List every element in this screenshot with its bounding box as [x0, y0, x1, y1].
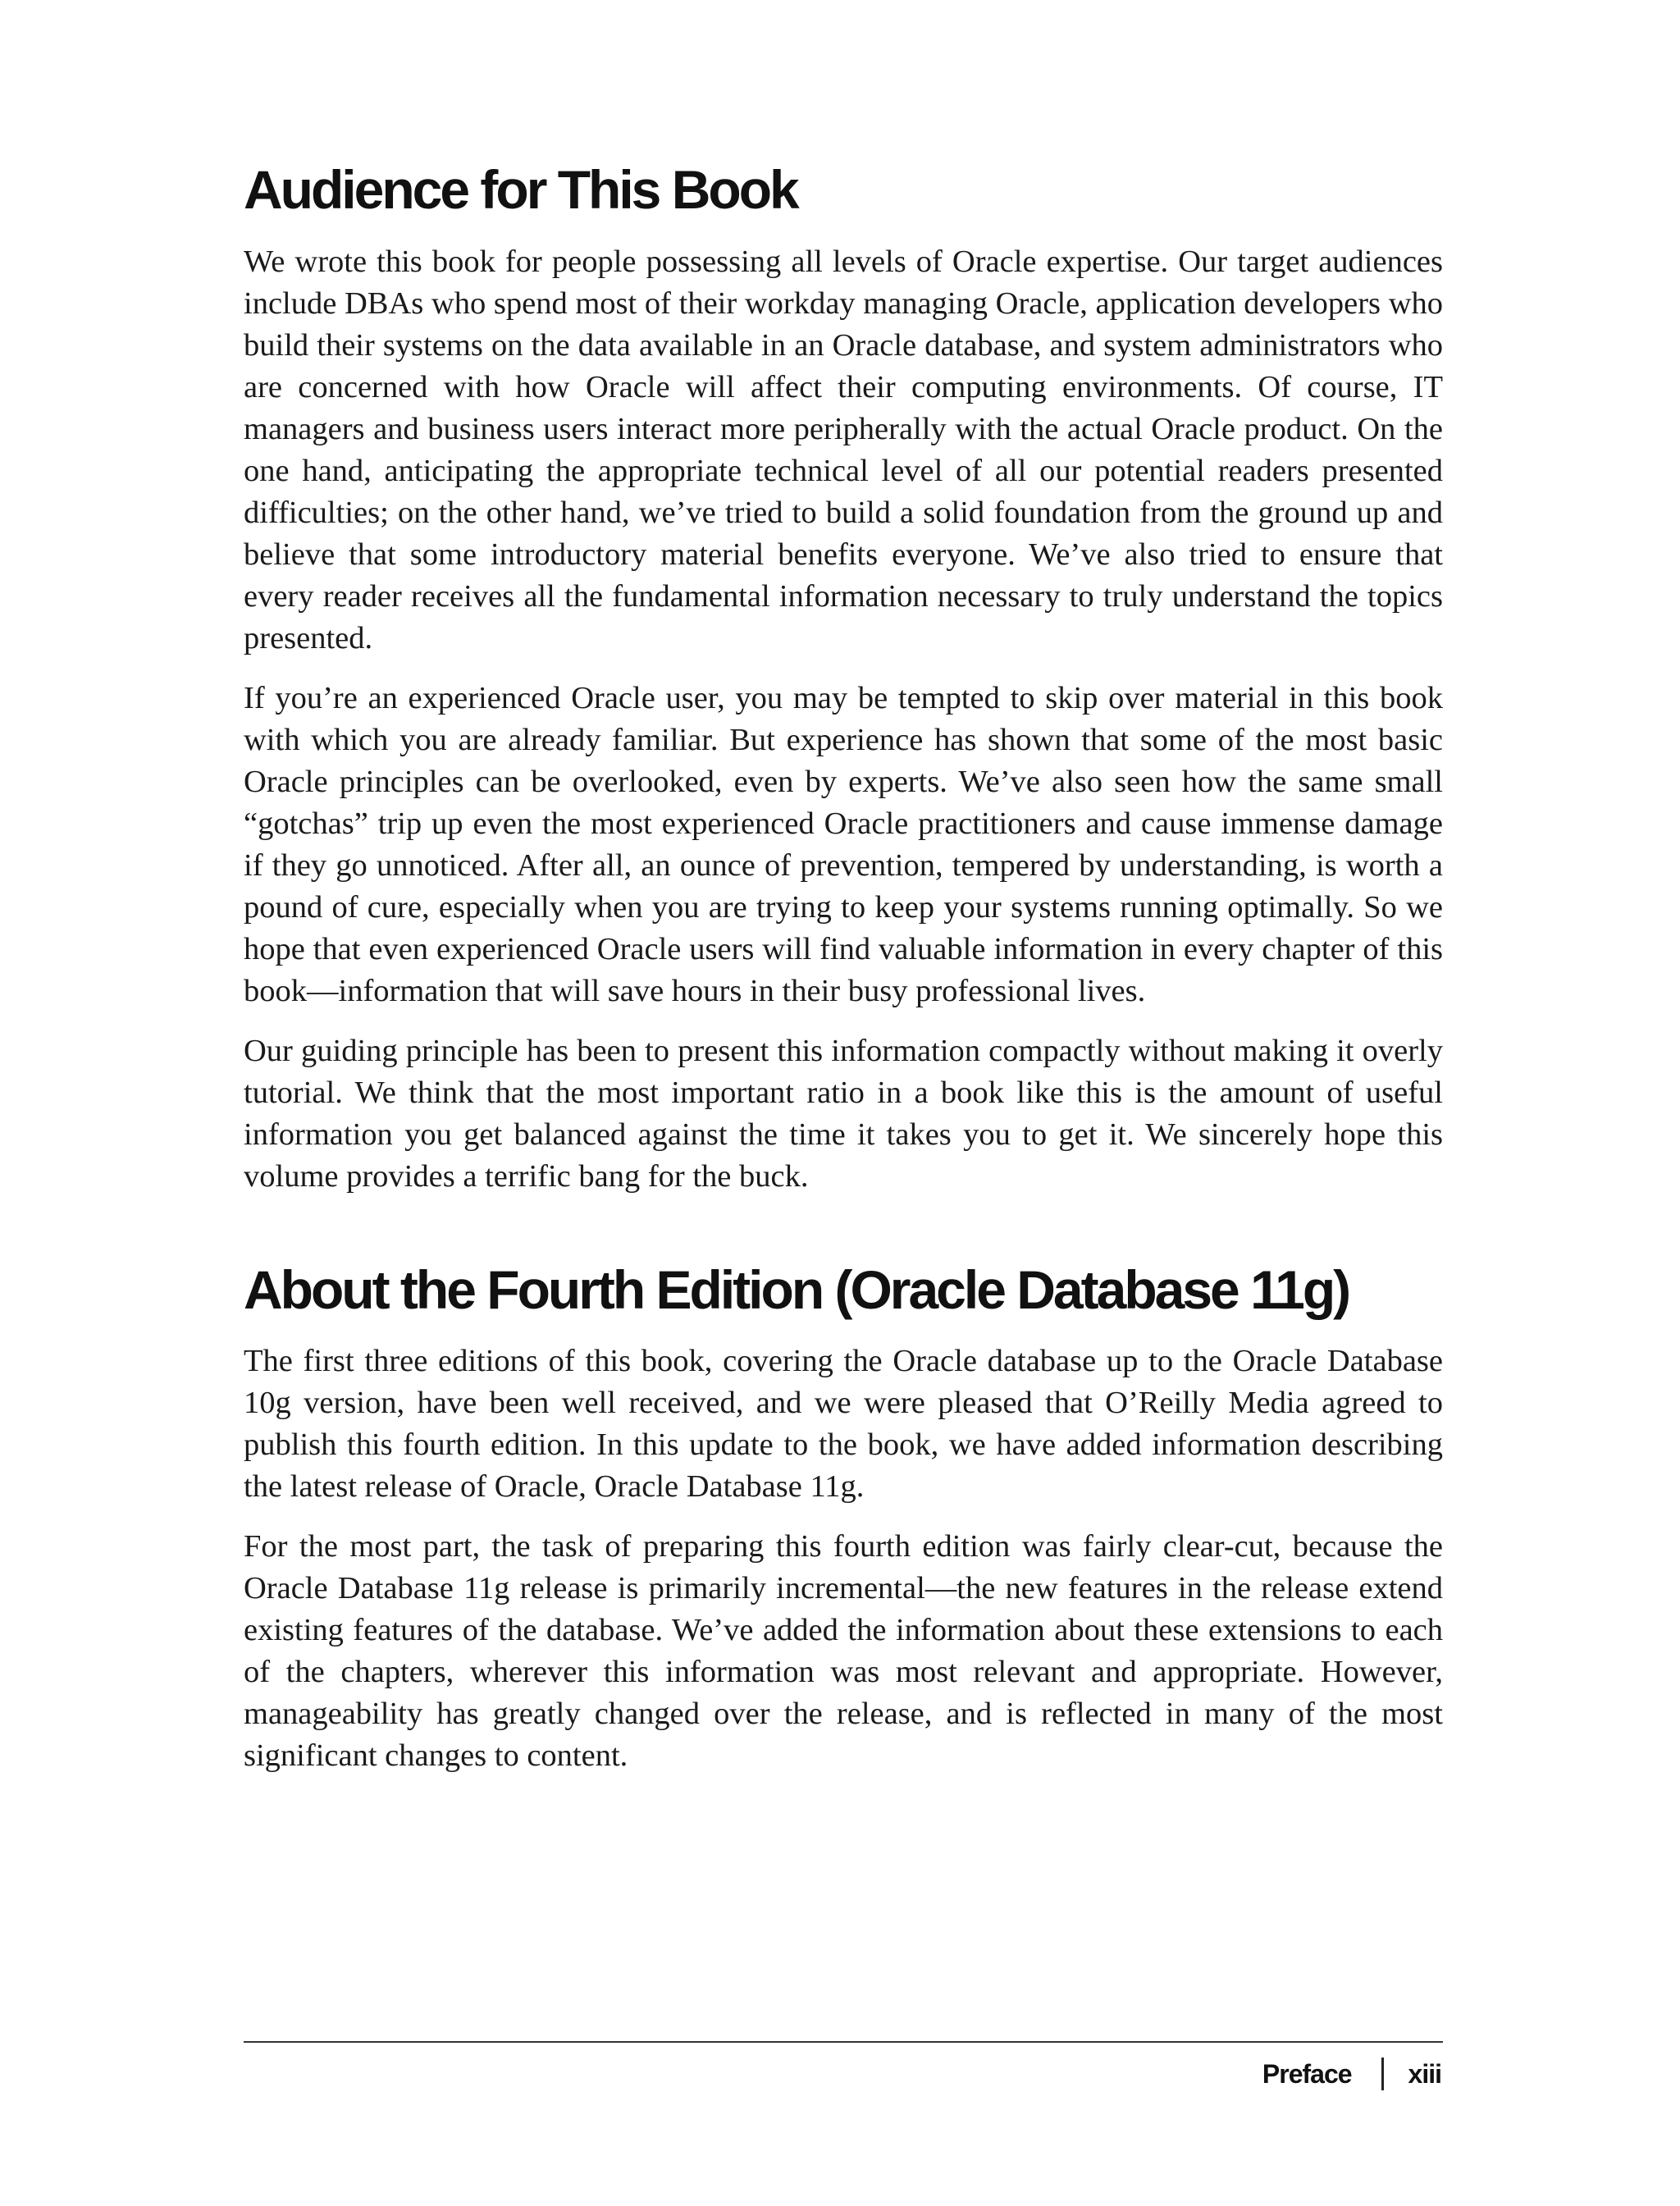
- page-body: [244, 160, 1443, 1795]
- paragraph-audience-3: Our guiding principle has been to present this information compactly without making it overly tutorial. We think that the most important ratio in a book like this is the amount of useful information you get balanced against the time it takes you to get it. We sincerely hope this volume provides a terrific bang for the buck.: [244, 1033, 1443, 1194]
- paragraph-audience-2: If you’re an experienced Oracle user, you may be tempted to skip over material in this book with which you are already familiar. But experience has shown that some of the most basic Oracle principles can be overlooked, even by experts. We’ve also seen how the same small “gotchas” trip up even the most experienced Oracle practitioners and cause immense damage if they go unnoticed. After all, an ounce of prevention, tempered by understanding, is worth a pound of cure, especially when you are trying to keep your systems running optimally. So we hope that even experienced Oracle users will find valuable information in every chapter of this book—information that will save hours in their busy professional lives.: [244, 680, 1443, 1008]
- footer-separator: [1381, 2058, 1384, 2090]
- paragraph-fourth-edition-2: For the most part, the task of preparing this fourth edition was fairly clear-cut, because the Oracle Database 11g release is primarily incremental—the new features in the release extend existing features of the database. We’ve added the information about these extensions to each of the chapters, wherever this information was most relevant and appropriate. However, manageability has greatly changed over the release, and is reflected in many of the most significant changes to content.: [244, 1529, 1443, 1774]
- paragraph-audience-1: We wrote this book for people possessing all levels of Oracle expertise. Our target audiences include DBAs who spend most of their workday managing Oracle, application developers who build their systems on the data available in an Oracle database, and system administrators who are concerned with how Oracle will affect their computing environments. Of course, IT managers and business users interact more peripherally with the actual Oracle product. On the one hand, anticipating the appropriate technical level of all our potential readers presented difficulties; on the other hand, we’ve tried to build a solid foundation from the ground up and believe that some introductory material benefits everyone. We’ve also tried to ensure that every reader receives all the fundamental information necessary to truly understand the topics presented.: [244, 244, 1443, 655]
- footer-row: [1262, 2058, 1441, 2090]
- footer-section-name: Preface: [1262, 2058, 1352, 2089]
- section-heading-fourth-edition: About the Fourth Edition (Oracle Database 11g): [244, 1258, 1349, 1320]
- paragraph-fourth-edition-1: The first three editions of this book, covering the Oracle database up to the Oracle Database 10g version, have been well received, and we were pleased that O’Reilly Media agreed to publish this fourth edition. In this update to the book, we have added information describing the latest release of Oracle, Oracle Database 11g.: [244, 1344, 1443, 1505]
- footer-page-number: xiii: [1408, 2058, 1441, 2089]
- page-footer: [244, 2041, 1443, 2089]
- section-heading-audience: Audience for This Book: [244, 159, 797, 220]
